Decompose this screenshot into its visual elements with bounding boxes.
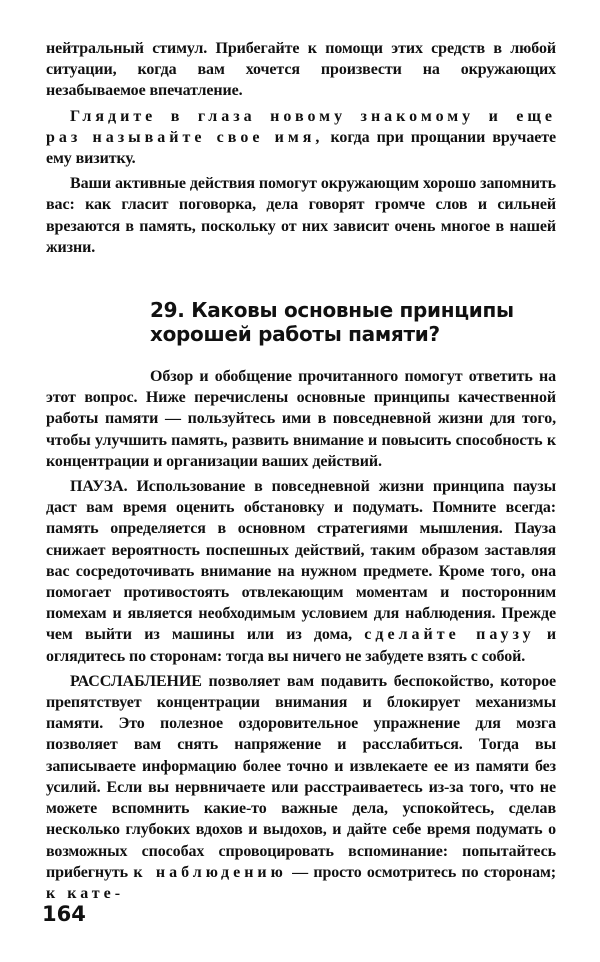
section-heading [150, 298, 556, 346]
relax-text-mid: — просто осмотритесь по сторонам; [286, 863, 556, 881]
spaced-emphasis: к наблюдению [133, 863, 287, 881]
relax-text-start: РАССЛАБЛЕНИЕ позволяет вам подавить беспокойство, которое препятствует концентрации внимания и блокирует механизмы памяти. Это полезное оздоровительное упражнение для мозга позволяет вам снять напряжение и расслабиться. Тогда вы записываете информацию более точно и извлекаете ее из памяти без усилий. Если вы нервничаете или расстраиваетесь из-за того, что не можете вспомнить какие-то важные дела, успокойтесь, сделав несколько глубоких вдохов и выдохов, и дайте себе время подумать о возможных способах спровоцировать вспоминание: попытайтесь прибегнуть [46, 672, 556, 881]
paragraph-4: Обзор и обобщение прочитанного помогут ответить на этот вопрос. Ниже перечислены основные принципы качественной работы памяти — пользуйтесь ими в повседневной жизни для того, чтобы улучшить память, развить внимание и повысить способность к концентрации и организации ваших действий. [46, 368, 556, 470]
text-column [46, 38, 556, 904]
paragraph-2 [46, 106, 556, 170]
heading-line-1: 29. Каковы основные принципы [150, 298, 514, 323]
spaced-emphasis: к кате- [46, 884, 125, 902]
paragraph-relax [46, 671, 556, 904]
paragraph-pause [46, 476, 556, 667]
pause-text-end: и оглядитесь по сторонам: тогда вы ничего не забудете взять с собой. [46, 626, 556, 665]
pause-text-start: ПАУЗА. Использование в повседневной жизни принципа паузы даст вам время оценить обстановку и подумать. Помните всегда: память определяется в основном стратегиями мышления. Пауза снижает вероятность поспешных действий, таким образом заставляя вас сосредоточивать внимание на нужном предмете. Кроме того, она помогает противостоять отвлекающим моментам и посторонним помехам и является необходимым условием для наблюдения. Прежде чем выйти из машины или из дома, [46, 478, 556, 644]
heading-line-2: хорошей работы памяти? [150, 322, 440, 347]
paragraph-3: Ваши активные действия помогут окружающим хорошо запомнить вас: как гласит поговорка, дела говорят громче слов и сильней врезаются в память, поскольку от них зависит очень многое в нашей жизни. [46, 175, 556, 256]
spaced-emphasis: Глядите в глаза новому знакомому и еще раз называйте свое имя, [46, 107, 556, 146]
paragraph-2-rest: когда при прощании вручаете ему визитку. [46, 128, 557, 168]
page-number: 164 [42, 902, 86, 926]
spaced-emphasis: сделайте паузу [364, 626, 535, 644]
paragraph-1: нейтральный стимул. Прибегайте к помощи этих средств в любой ситуации, когда вам хочется произвести на окружающих незабываемое впечатление. [46, 40, 556, 100]
